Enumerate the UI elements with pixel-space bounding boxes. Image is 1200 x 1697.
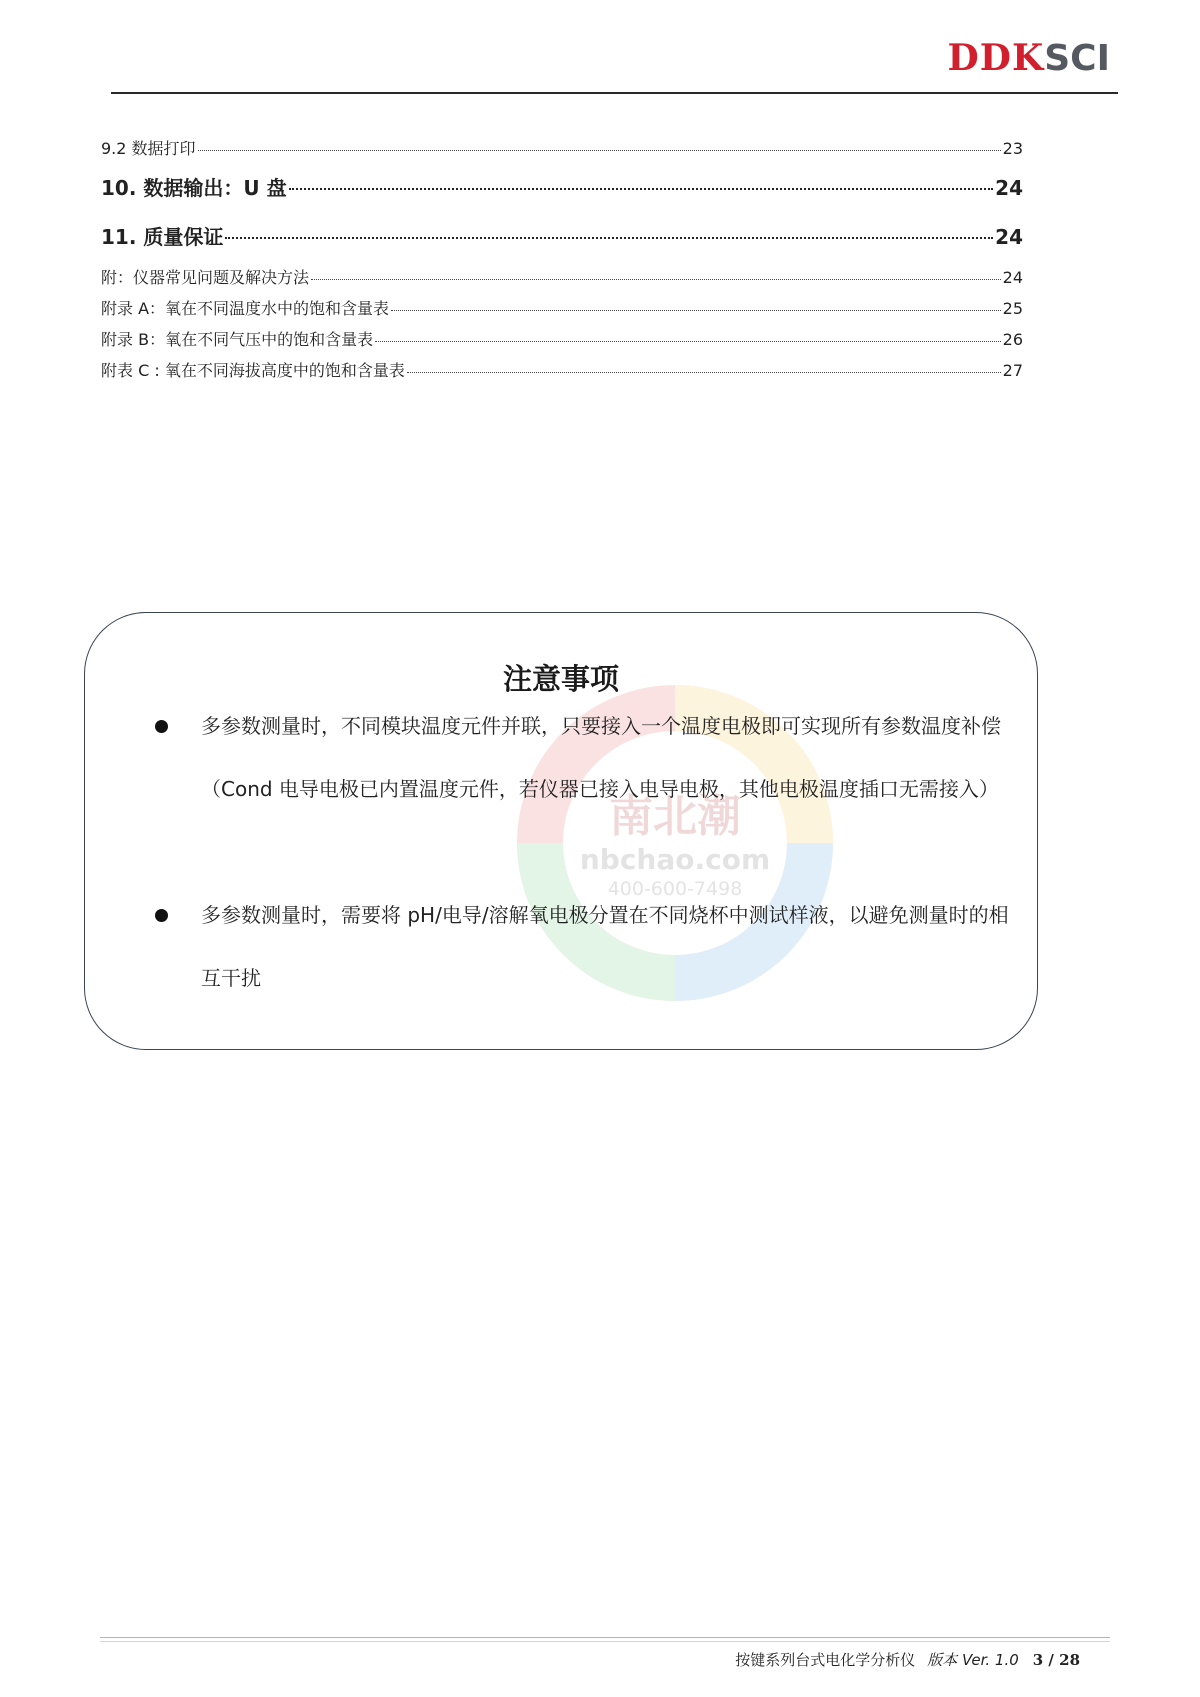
toc-entry-page: 24	[1002, 268, 1023, 287]
toc-leader-dots	[391, 310, 1001, 311]
toc-entry-page: 27	[1002, 361, 1023, 380]
toc-entry-title: 10. 数据输出：U 盘	[101, 176, 287, 200]
toc-entry-title: 附：仪器常见问题及解决方法	[101, 268, 310, 287]
footer-divider-secondary	[100, 1641, 1110, 1642]
toc-entry-page: 26	[1002, 330, 1023, 349]
notice-box	[84, 612, 1038, 1050]
toc-leader-dots	[375, 341, 1001, 342]
brand-logo	[948, 38, 1110, 79]
toc-entry-page: 25	[1002, 299, 1023, 318]
notice-item	[201, 884, 1011, 1010]
watermark-en: nbchao.com	[579, 843, 771, 876]
logo-text-gray: SCI	[1044, 38, 1110, 79]
footer-divider	[100, 1637, 1110, 1638]
toc-entry[interactable]	[101, 133, 1023, 164]
toc-entry[interactable]	[101, 293, 1023, 324]
toc-leader-dots	[198, 150, 1001, 151]
toc-entry[interactable]	[101, 324, 1023, 355]
toc-entry[interactable]	[101, 355, 1023, 386]
header-divider	[111, 92, 1118, 94]
toc-entry-title: 附表 C : 氧在不同海拔高度中的饱和含量表	[101, 361, 405, 380]
toc-leader-dots	[225, 237, 993, 239]
toc-entry-page: 24	[995, 176, 1023, 200]
notice-item-text: 多参数测量时，不同模块温度元件并联，只要接入一个温度电极即可实现所有参数温度补偿（Cond 电导电极已内置温度元件，若仪器已接入电导电极，其他电极温度插口无需接入）	[201, 714, 1001, 801]
toc-leader-dots	[289, 188, 994, 190]
page-footer	[735, 1649, 1080, 1670]
toc-entry[interactable]	[101, 262, 1023, 293]
table-of-contents	[101, 133, 1023, 386]
toc-leader-dots	[311, 279, 1001, 280]
logo-text-red: DDK	[947, 37, 1045, 79]
toc-entry-title: 9.2 数据打印	[101, 139, 196, 158]
footer-page-number: 3 / 28	[1032, 1651, 1080, 1669]
notice-item-text: 多参数测量时，需要将 pH/电导/溶解氧电极分置在不同烧杯中测试样液，以避免测量时的相互干扰	[201, 903, 1009, 990]
toc-entry-title: 附录 B：氧在不同气压中的饱和含量表	[101, 330, 374, 349]
watermark-phone: 400-600-7498	[607, 878, 743, 900]
notice-item	[201, 695, 1011, 821]
watermark-cn: 南北潮	[609, 791, 741, 842]
toc-entry[interactable]	[101, 213, 1023, 262]
footer-product: 按键系列台式电化学分析仪	[735, 1651, 916, 1669]
toc-entry-title: 附录 A：氧在不同温度水中的饱和含量表	[101, 299, 390, 318]
toc-entry-title: 11. 质量保证	[101, 225, 224, 249]
toc-leader-dots	[407, 372, 1001, 373]
bullet-dot	[155, 909, 168, 922]
toc-entry-page: 24	[995, 225, 1023, 249]
bullet-dot	[155, 720, 168, 733]
toc-entry-page: 23	[1002, 139, 1023, 158]
toc-entry[interactable]	[101, 164, 1023, 213]
notice-title: 注意事项	[502, 662, 619, 696]
footer-version: 版本 Ver. 1.0	[927, 1651, 1019, 1669]
